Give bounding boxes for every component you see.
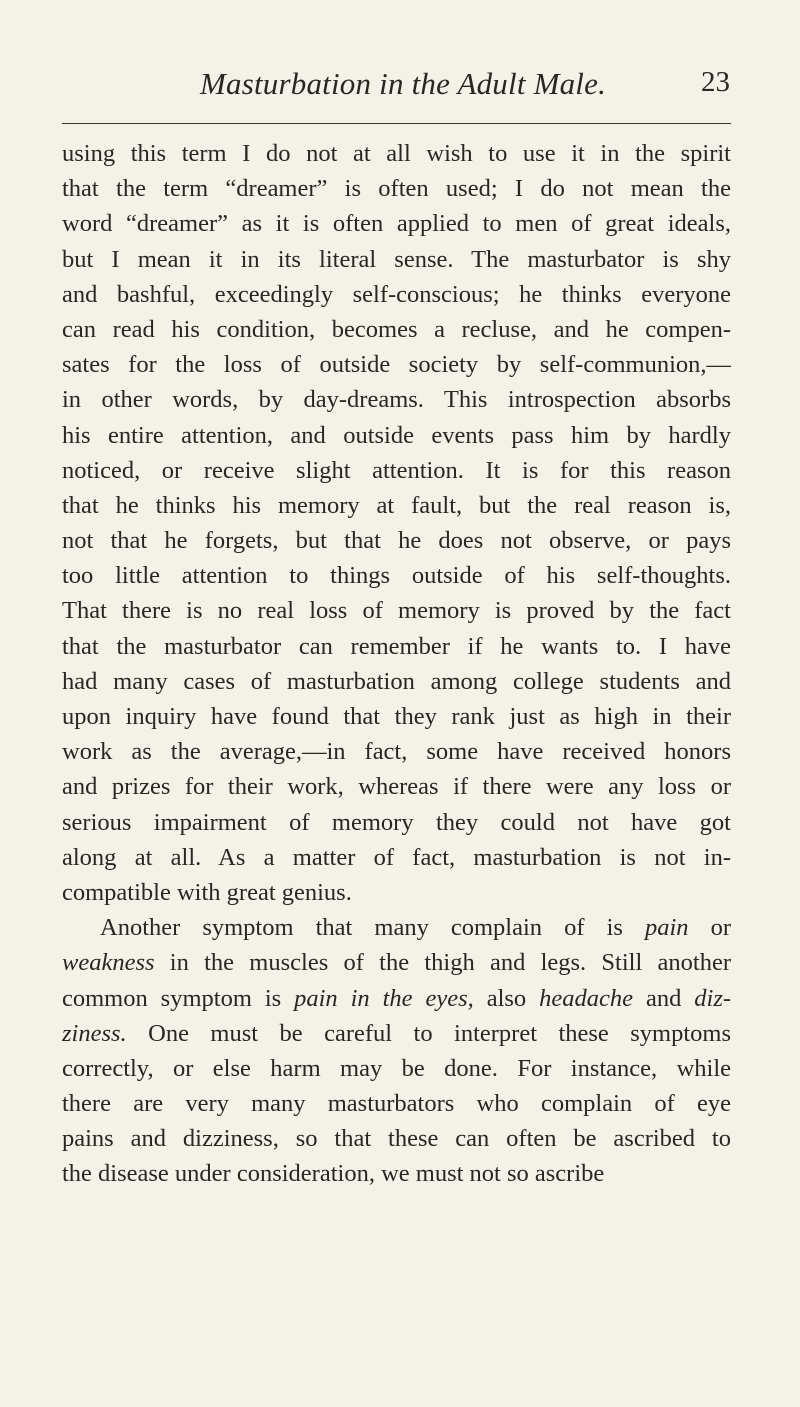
text-line [62,1156,731,1191]
text-line [62,242,731,277]
text-line [62,910,731,945]
running-title: Masturbation in the Adult Male. [200,66,607,101]
body-text [62,136,731,1192]
text-segment: that the masturbator can remember if he wants to. I have [62,632,731,660]
text-segment: That there is no real loss of memory is proved by the fact [62,597,731,625]
italic-text: headache [539,984,633,1012]
text-line [62,1016,731,1051]
text-segment: can read his condition, becomes a recluse, and he compen- [62,315,731,343]
text-line [62,347,731,382]
text-line [62,629,731,664]
text-line [62,699,731,734]
text-segment: the disease under consideration, we must not so ascribe [62,1160,605,1188]
text-segment: serious impairment of memory they could not have got [62,808,731,836]
text-line [62,1121,731,1156]
italic-text: pain [644,914,689,942]
text-line [62,593,731,628]
text-segment: had many cases of masturbation among college students and [62,667,731,695]
text-line [62,418,731,453]
text-segment: along at all. As a matter of fact, masturbation is not in- [62,843,731,871]
text-segment: that the term “dreamer” is often used; I do not mean the [62,175,731,203]
italic-text: ziness. [62,1019,127,1047]
text-segment: pains and dizziness, so that these can often be ascribed to [62,1125,731,1153]
text-segment: common symptom is [62,984,295,1012]
text-segment: work as the average,—in fact, some have received honors [62,738,731,766]
text-line [62,805,731,840]
text-line [62,875,731,910]
text-segment: his entire attention, and outside events pass him by hardly [62,421,731,449]
text-line [62,488,731,523]
text-line [62,1051,731,1086]
text-segment: and [633,984,695,1012]
text-segment: word “dreamer” as it is often applied to men of great ideals, [62,210,731,238]
text-segment: using this term I do not at all wish to use it in the spirit [62,140,731,167]
text-line [62,312,731,347]
text-segment: compatible with great genius. [62,878,352,906]
text-line [62,945,731,980]
text-segment: noticed, or receive slight attention. It is for this reason [62,456,731,484]
text-segment: in other words, by day-dreams. This introspection absorbs [62,386,731,414]
text-segment: but I mean it in its literal sense. The masturbator is shy [62,245,731,273]
text-line [62,523,731,558]
text-segment: and prizes for their work, whereas if there were any loss or [62,773,731,801]
text-segment: that he thinks his memory at fault, but the real reason is, [62,491,731,519]
text-line [62,769,731,804]
text-segment: also [473,984,540,1012]
text-line [62,981,731,1016]
text-segment: Another symptom that many complain of is [100,914,645,942]
text-line [62,734,731,769]
running-head [200,66,730,110]
text-segment: not that he forgets, but that he does not observe, or pays [62,527,731,555]
text-line [62,277,731,312]
text-segment: One must be careful to interpret these symptoms [126,1019,731,1047]
italic-text: diz- [694,984,731,1012]
text-line [62,382,731,417]
text-segment: upon inquiry have found that they rank just as high in their [62,703,731,730]
italic-text: pain in the eyes, [294,984,474,1012]
text-line [62,171,731,206]
text-line [62,206,731,241]
text-line [62,453,731,488]
text-segment: or [688,914,731,942]
text-line [62,1086,731,1121]
text-segment: correctly, or else harm may be done. For instance, while [62,1054,731,1082]
italic-text: weakness [62,949,155,977]
text-segment: in the muscles of the thigh and legs. Still another [154,949,731,977]
text-segment: and bashful, exceedingly self-conscious; he thinks everyone [62,280,731,308]
header-rule [62,123,731,124]
page-number: 23 [701,66,730,98]
text-line [62,558,731,593]
text-segment: sates for the loss of outside society by self-communion,— [62,351,731,379]
text-segment: too little attention to things outside of his self-thoughts. [62,562,731,590]
text-line [62,840,731,875]
text-segment: there are very many masturbators who complain of eye [62,1090,731,1118]
text-line [62,664,731,699]
text-line [62,136,731,171]
